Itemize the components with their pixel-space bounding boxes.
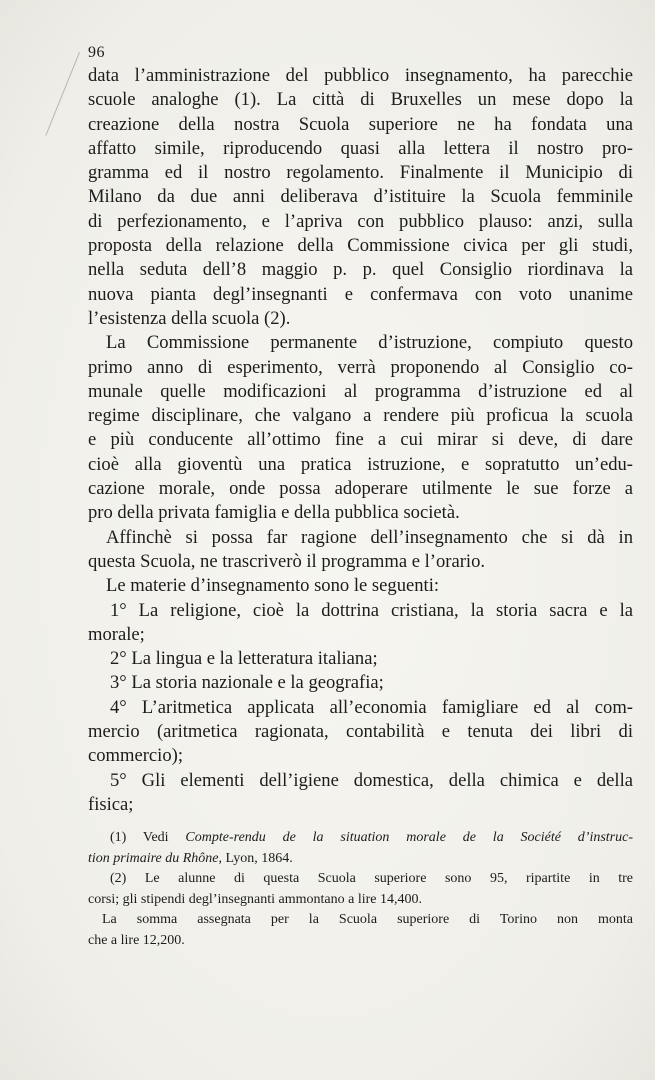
text-line: data l’amministrazione del pubblico insegnamento, ha parecchie [88, 65, 633, 86]
text-line: l’esistenza della scuola (2). [88, 307, 291, 329]
list-item: 5° Gli elementi dell’igiene domestica, della chimica e della [110, 769, 633, 791]
text-line: munale quelle modificazioni al programma d’istruzione ed al [88, 380, 633, 402]
footnote-1-prefix: (1) Vedi [110, 830, 186, 845]
text-line: scuole analoghe (1). La città di Bruxelles un mese dopo la [88, 89, 633, 111]
footnote-1-title: Compte-rendu de la situation morale de la Société d’instruc- [185, 830, 634, 845]
list-item: 1° La religione, cioè la dottrina cristiana, la storia sacra e la [110, 599, 633, 621]
text-line: gramma ed il nostro regolamento. Finalmente il Municipio di [88, 162, 633, 184]
footnotes [88, 828, 633, 952]
list-item-continuation: fisica; [88, 793, 134, 815]
text-line: creazione della nostra Scuola superiore ne ha fondata una [88, 113, 633, 135]
list-item-continuation: morale; [88, 623, 145, 645]
list-item: 4° L’aritmetica applicata all’economia famigliare ed al com- [110, 696, 633, 718]
text-line: nella seduta dell’8 maggio p. p. quel Consiglio riordinava la [88, 259, 633, 281]
list-item: 3° La storia nazionale e la geografia; [110, 672, 384, 694]
text-line: Affinchè si possa far ragione dell’insegnamento che si dà in [106, 526, 633, 548]
text-line: Milano da due anni deliberava d’istituire la Scuola femminile [88, 186, 633, 208]
body-text [88, 64, 633, 817]
list-item-continuation: commercio); [88, 745, 183, 767]
footnote-1-continuation [88, 849, 633, 870]
text-line: Le materie d’insegnamento sono le seguenti: [106, 575, 440, 597]
list-item-continuation: mercio (aritmetica ragionata, contabilità e tenuta dei libri di [88, 721, 633, 743]
footnote-3: La somma assegnata per la Scuola superiore di Torino non monta [102, 912, 633, 928]
footnote-3-continuation: che a lire 12,200. [88, 932, 185, 948]
page-number: 96 [88, 44, 105, 61]
footnote-1 [88, 828, 633, 849]
text-line: regime disciplinare, che valgano a rendere più proficua la scuola [88, 405, 633, 427]
text-line: affatto simile, riproducendo quasi alla lettera il nostro pro- [88, 137, 633, 159]
text-line: cioè alla gioventù una pratica istruzione, e sopratutto un’edu- [88, 453, 633, 475]
list-item: 2° La lingua e la letteratura italiana; [110, 648, 378, 670]
text-line: pro della privata famiglia e della pubblica società. [88, 502, 460, 524]
text-line: di perfezionamento, e l’apriva con pubblico plauso: anzi, sulla [88, 210, 633, 232]
text-line: proposta della relazione della Commissione civica per gli studi, [88, 235, 633, 257]
footnote-2-continuation: corsi; gli stipendi degl’insegnanti ammontano a lire 14,400. [88, 891, 422, 907]
footnote-1-suffix: , Lyon, 1864. [218, 850, 293, 866]
text-line: primo anno di esperimento, verrà proponendo al Consiglio co- [88, 356, 633, 378]
footnote-1-title-end: tion primaire du Rhône [88, 850, 219, 866]
footnote-2: (2) Le alunne di questa Scuola superiore sono 95, ripartite in tre [110, 871, 633, 887]
text-line: nuova pianta degl’insegnanti e confermava con voto unanime [88, 283, 633, 305]
text-line: questa Scuola, ne trascriverò il programma e l’orario. [88, 550, 486, 572]
text-line: cazione morale, onde possa adoperare utilmente le sue forze a [88, 478, 633, 500]
text-line: e più conducente all’ottimo fine a cui mirar si deve, di dare [88, 429, 633, 451]
text-line: La Commissione permanente d’istruzione, compiuto questo [106, 332, 633, 354]
